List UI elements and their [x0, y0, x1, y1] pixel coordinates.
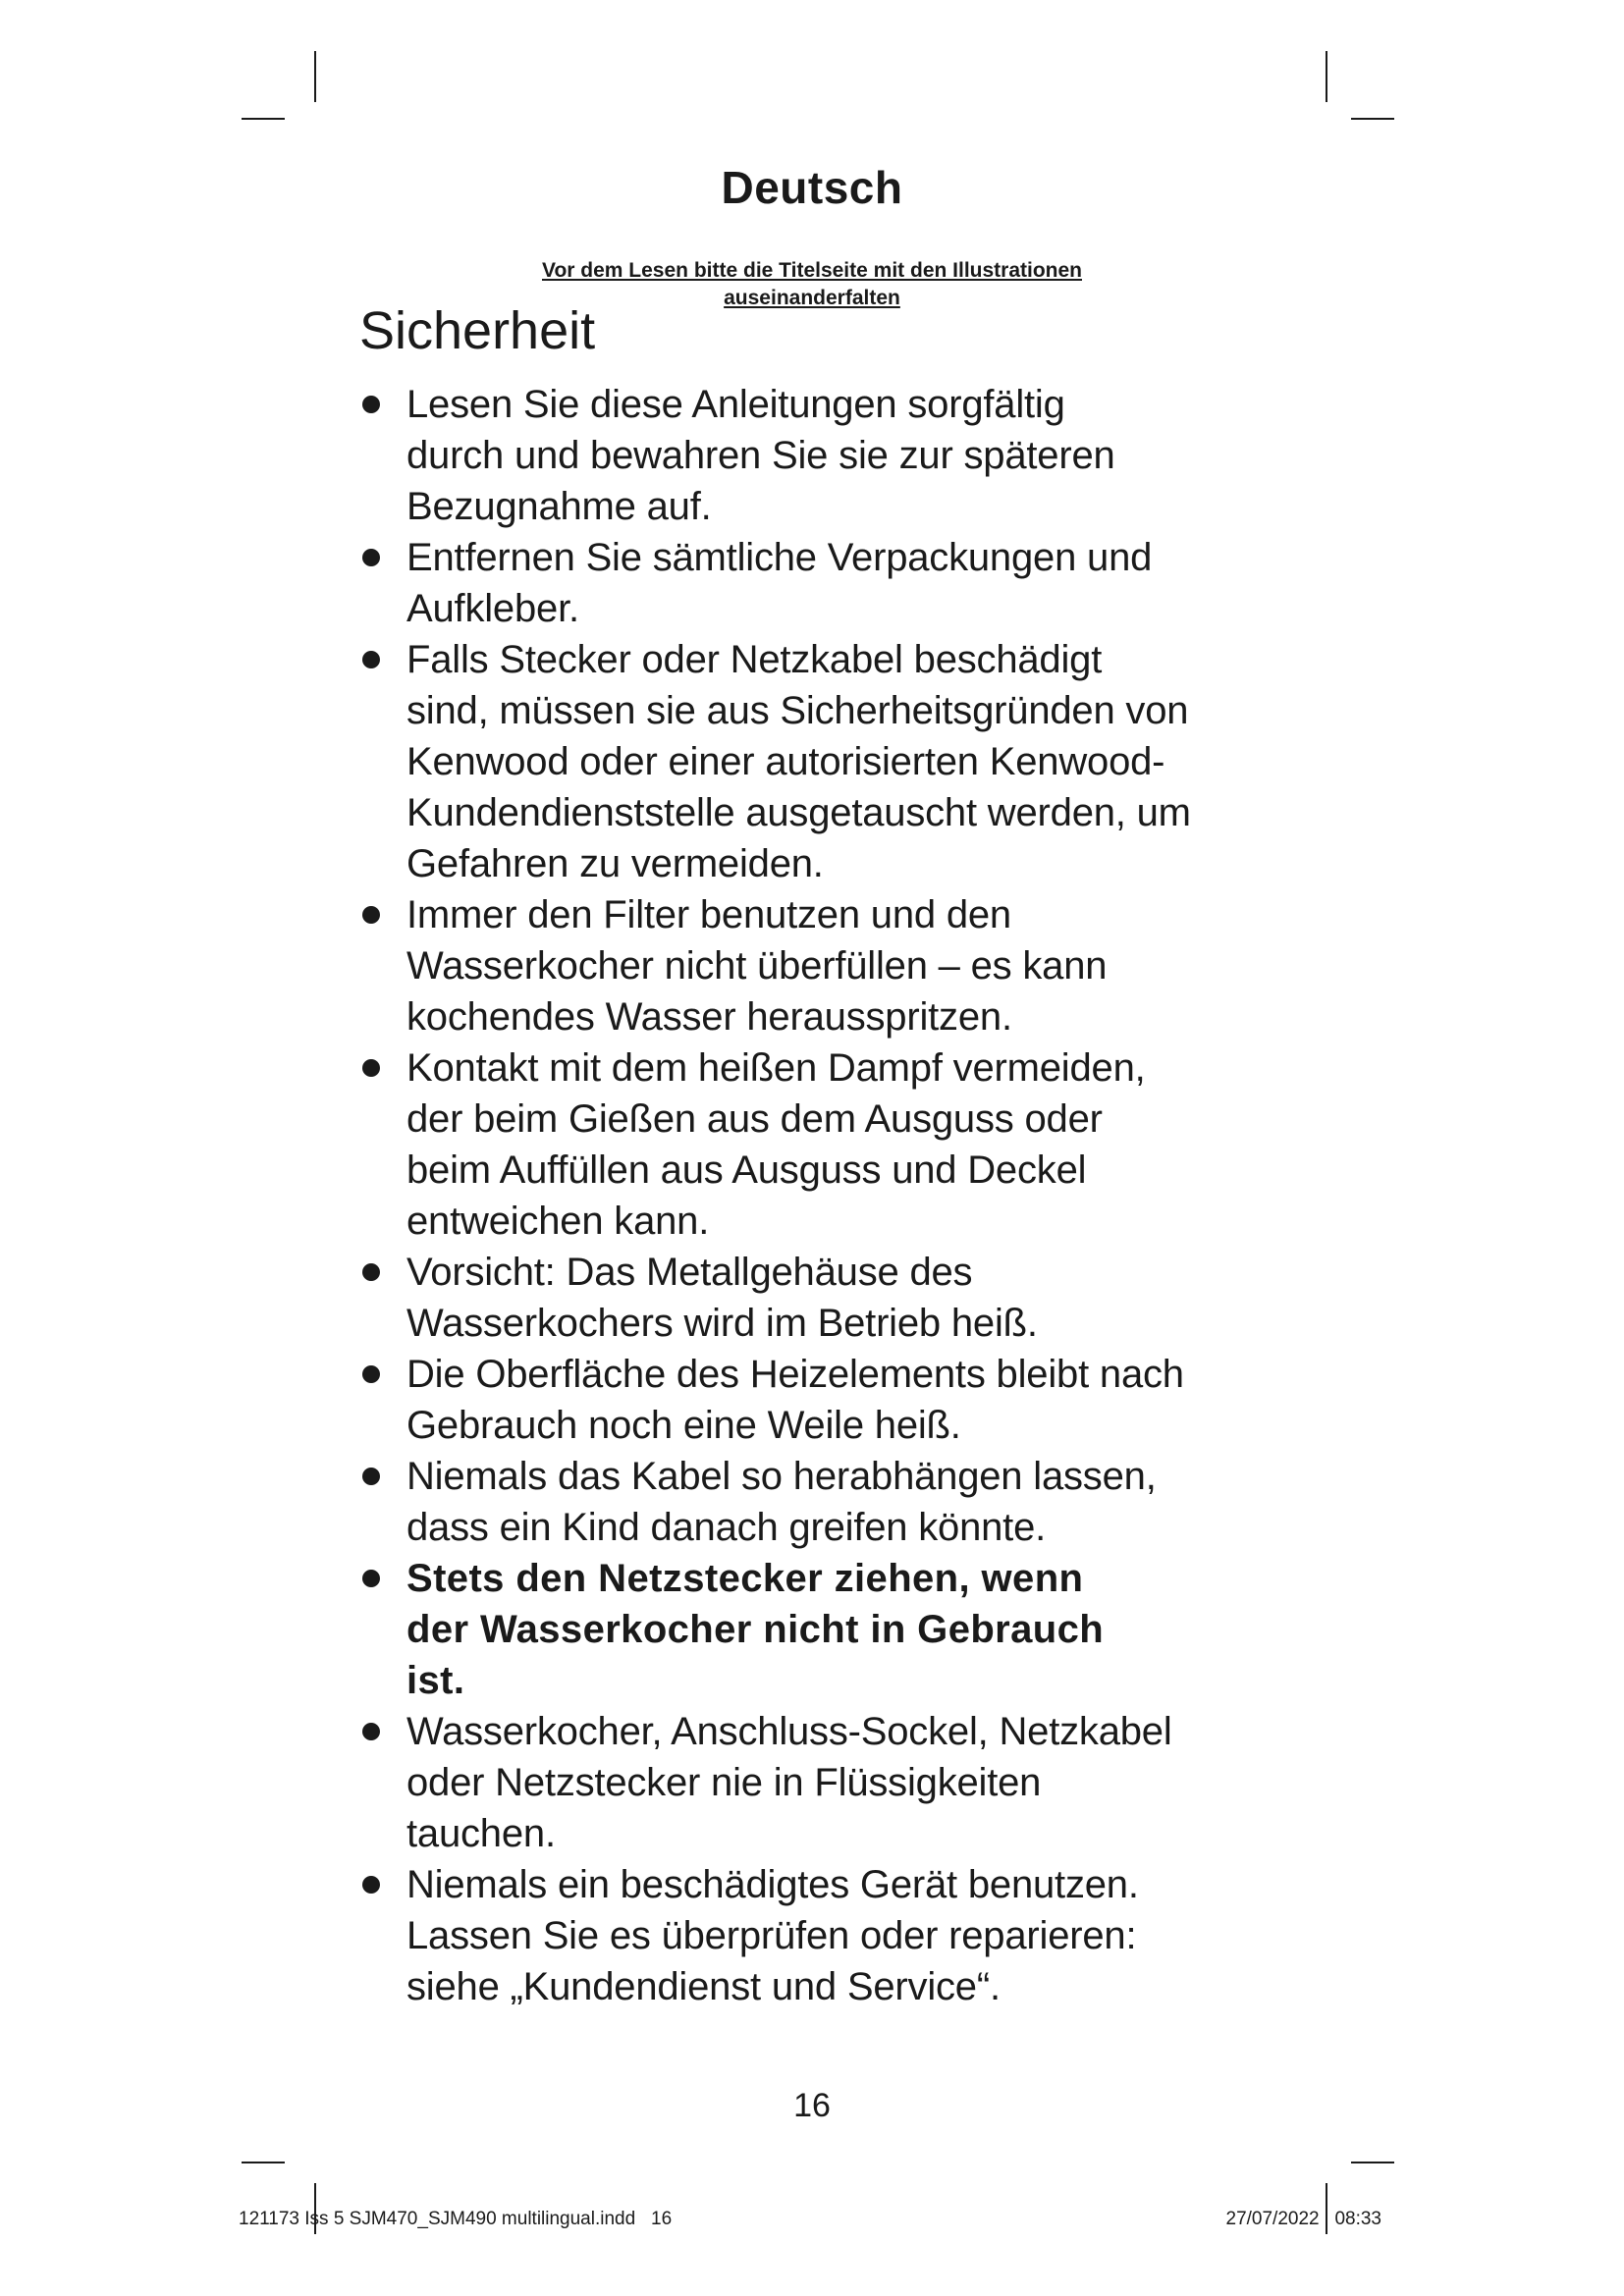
list-item — [359, 1451, 1302, 1553]
crop-mark-top-left-vertical — [314, 51, 316, 102]
crop-mark-top-left-horizontal — [242, 118, 285, 120]
line: Lassen Sie es überprüfen oder reparieren: — [406, 1914, 1137, 1957]
unfold-note-line-1: Vor dem Lesen bitte die Titelseite mit den Illustrationen — [542, 259, 1082, 282]
line: Immer den Filter benutzen und den — [406, 893, 1011, 936]
safety-list — [359, 379, 1302, 2012]
line: Bezugnahme auf. — [406, 485, 712, 528]
line: Entfernen Sie sämtliche Verpackungen und — [406, 536, 1153, 579]
line: durch und bewahren Sie sie zur späteren — [406, 434, 1115, 477]
list-item — [359, 532, 1302, 634]
line: kochendes Wasser herausspritzen. — [406, 995, 1012, 1039]
list-item — [359, 889, 1302, 1042]
bullet-icon — [362, 1263, 380, 1281]
line: Kontakt mit dem heißen Dampf vermeiden, — [406, 1046, 1146, 1090]
line: Gebrauch noch eine Weile heiß. — [406, 1404, 961, 1447]
line: ist. — [406, 1659, 465, 1702]
line: entweichen kann. — [406, 1200, 710, 1243]
line: dass ein Kind danach greifen könnte. — [406, 1506, 1047, 1549]
list-item-emphasized — [359, 1553, 1302, 1706]
list-item — [359, 1859, 1302, 2012]
unfold-note-line-2: auseinanderfalten — [724, 287, 900, 309]
bullet-icon — [362, 906, 380, 924]
line: sind, müssen sie aus Sicherheitsgründen von — [406, 689, 1189, 732]
bullet-icon — [362, 1876, 380, 1894]
line: Wasserkocher nicht überfüllen – es kann — [406, 944, 1108, 988]
line: Niemals ein beschädigtes Gerät benutzen. — [406, 1863, 1139, 1906]
line: Kenwood oder einer autorisierten Kenwood- — [406, 740, 1165, 783]
line: Stets den Netzstecker ziehen, wenn — [406, 1557, 1084, 1600]
bullet-icon — [362, 1723, 380, 1740]
line: Wasserkocher, Anschluss-Sockel, Netzkabel — [406, 1710, 1172, 1753]
line: oder Netzstecker nie in Flüssigkeiten — [406, 1761, 1042, 1804]
line: beim Auffüllen aus Ausguss und Deckel — [406, 1148, 1087, 1192]
line: der Wasserkocher nicht in Gebrauch — [406, 1608, 1105, 1651]
list-item — [359, 634, 1302, 889]
crop-mark-top-right-horizontal — [1351, 118, 1394, 120]
line: Kundendienststelle ausgetauscht werden, um — [406, 791, 1191, 834]
list-item — [359, 1706, 1302, 1859]
print-file-info: 121173 Iss 5 SJM470_SJM490 multilingual.indd 16 — [239, 2209, 673, 2229]
bullet-icon — [362, 396, 380, 413]
print-timestamp: 27/07/2022 08:33 — [1225, 2209, 1381, 2229]
crop-mark-bottom-right-horizontal — [1351, 2162, 1394, 2163]
bullet-icon — [362, 1059, 380, 1077]
line: siehe „Kundendienst und Service“. — [406, 1965, 1001, 2008]
language-heading: Deutsch — [721, 162, 903, 213]
bullet-icon — [362, 1468, 380, 1485]
list-item — [359, 1247, 1302, 1349]
line: Aufkleber. — [406, 587, 579, 630]
line: Falls Stecker oder Netzkabel beschädigt — [406, 638, 1103, 681]
list-item — [359, 1042, 1302, 1247]
line: tauchen. — [406, 1812, 556, 1855]
list-item — [359, 1349, 1302, 1451]
line: Lesen Sie diese Anleitungen sorgfältig — [406, 383, 1065, 426]
unfold-instruction-note — [0, 257, 1624, 312]
bullet-icon — [362, 1570, 380, 1587]
list-item — [359, 379, 1302, 532]
line: Gefahren zu vermeiden. — [406, 842, 824, 885]
bullet-icon — [362, 651, 380, 668]
line: Die Oberfläche des Heizelements bleibt nach — [406, 1353, 1184, 1396]
bullet-icon — [362, 549, 380, 566]
bullet-icon — [362, 1365, 380, 1383]
page-number: 16 — [793, 2087, 831, 2124]
line: der beim Gießen aus dem Ausguss oder — [406, 1097, 1103, 1141]
line: Vorsicht: Das Metallgehäuse des — [406, 1251, 973, 1294]
section-title: Sicherheit — [359, 301, 596, 360]
line: Wasserkochers wird im Betrieb heiß. — [406, 1302, 1038, 1345]
crop-mark-top-right-vertical — [1326, 51, 1327, 102]
crop-mark-bottom-left-horizontal — [242, 2162, 285, 2163]
line: Niemals das Kabel so herabhängen lassen, — [406, 1455, 1157, 1498]
